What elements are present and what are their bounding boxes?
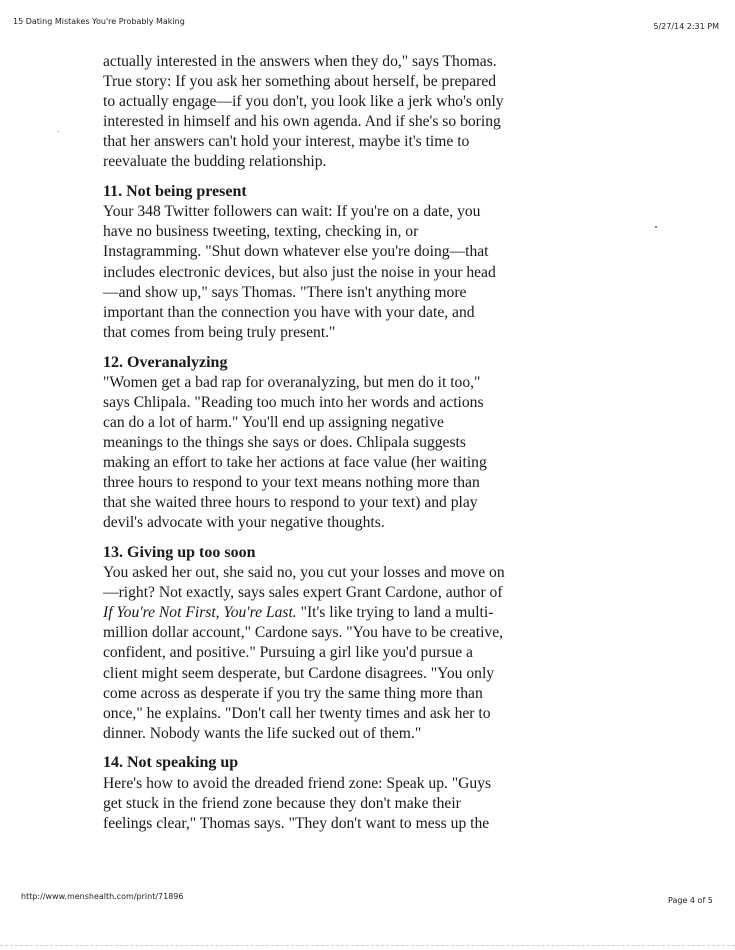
section-giving-up-too-soon xyxy=(103,543,543,744)
book-title: If You're Not First, You're Last. xyxy=(103,604,297,622)
article-body xyxy=(103,52,543,834)
text-line: says Chlipala. "Reading too much into her words and actions xyxy=(103,393,484,411)
text-line: You asked her out, she said no, you cut your losses and move on xyxy=(103,564,505,582)
source-url: http://www.menshealth.com/print/71896 xyxy=(21,892,184,901)
text-line: once," he explains. "Don't call her twenty times and ask her to xyxy=(103,704,491,722)
text-fragment: "It's like trying to land a multi- xyxy=(296,604,494,622)
text-line: dinner. Nobody wants the life sucked out of them." xyxy=(103,724,422,742)
text-line: Here's how to avoid the dreaded friend zone: Speak up. "Guys xyxy=(103,774,492,792)
page-number: Page 4 of 5 xyxy=(668,896,713,905)
text-line: important than the connection you have with your date, and xyxy=(103,303,475,321)
text-line: million dollar account," Cardone says. "You have to be creative, xyxy=(103,624,504,642)
text-line: making an effort to take her actions at face value (her waiting xyxy=(103,453,487,471)
text-line: interested in himself and his own agenda. And if she's so boring xyxy=(103,113,501,131)
section-heading: 13. Giving up too soon xyxy=(103,543,256,561)
text-line: can do a lot of harm." You'll end up assigning negative xyxy=(103,413,444,431)
text-line: meanings to the things she says or does. Chlipala suggests xyxy=(103,433,466,451)
text-line: that her answers can't hold your interest, maybe it's time to xyxy=(103,133,470,151)
section-heading: 11. Not being present xyxy=(103,183,247,201)
text-line: get stuck in the friend zone because they don't make their xyxy=(103,794,461,812)
text-line: have no business tweeting, texting, checking in, or xyxy=(103,223,419,241)
print-datetime: 5/27/14 2:31 PM xyxy=(653,22,719,31)
scan-speck xyxy=(58,131,59,132)
text-line: True story: If you ask her something about herself, be prepared xyxy=(103,73,497,91)
text-line: that she waited three hours to respond to your text) and play xyxy=(103,494,478,512)
scan-speck xyxy=(655,226,657,228)
text-line: feelings clear," Thomas says. "They don't want to mess up the xyxy=(103,814,490,832)
section-heading: 14. Not speaking up xyxy=(103,754,239,772)
text-line-with-book-title xyxy=(103,603,543,623)
text-line: that comes from being truly present." xyxy=(103,323,336,341)
text-line: "Women get a bad rap for overanalyzing, but men do it too," xyxy=(103,373,481,391)
document-title: 15 Dating Mistakes You're Probably Making xyxy=(13,17,185,26)
text-line: —right? Not exactly, says sales expert Grant Cardone, author of xyxy=(103,584,503,602)
section-overanalyzing xyxy=(103,353,543,534)
text-line: three hours to respond to your text means nothing more than xyxy=(103,474,480,492)
text-line: Instagramming. "Shut down whatever else you're doing—that xyxy=(103,243,489,261)
text-line: to actually engage—if you don't, you look like a jerk who's only xyxy=(103,93,504,111)
text-line: actually interested in the answers when they do," says Thomas. xyxy=(103,53,497,70)
text-line: —and show up," says Thomas. "There isn't anything more xyxy=(103,283,467,301)
section-heading: 12. Overanalyzing xyxy=(103,353,228,371)
text-line: come across as desperate if you try the same thing more than xyxy=(103,684,483,702)
section-not-being-present xyxy=(103,182,543,343)
text-line: devil's advocate with your negative thoughts. xyxy=(103,514,385,532)
text-line: reevaluate the budding relationship. xyxy=(103,153,327,171)
section-not-speaking-up xyxy=(103,753,543,833)
text-line: confident, and positive." Pursuing a girl like you'd pursue a xyxy=(103,644,473,662)
text-line: Your 348 Twitter followers can wait: If you're on a date, you xyxy=(103,203,481,221)
text-line: includes electronic devices, but also just the noise in your head xyxy=(103,263,496,281)
text-line: client might seem desperate, but Cardone disagrees. "You only xyxy=(103,664,495,682)
intro-paragraph xyxy=(103,52,543,173)
scan-edge-divider xyxy=(0,945,735,948)
